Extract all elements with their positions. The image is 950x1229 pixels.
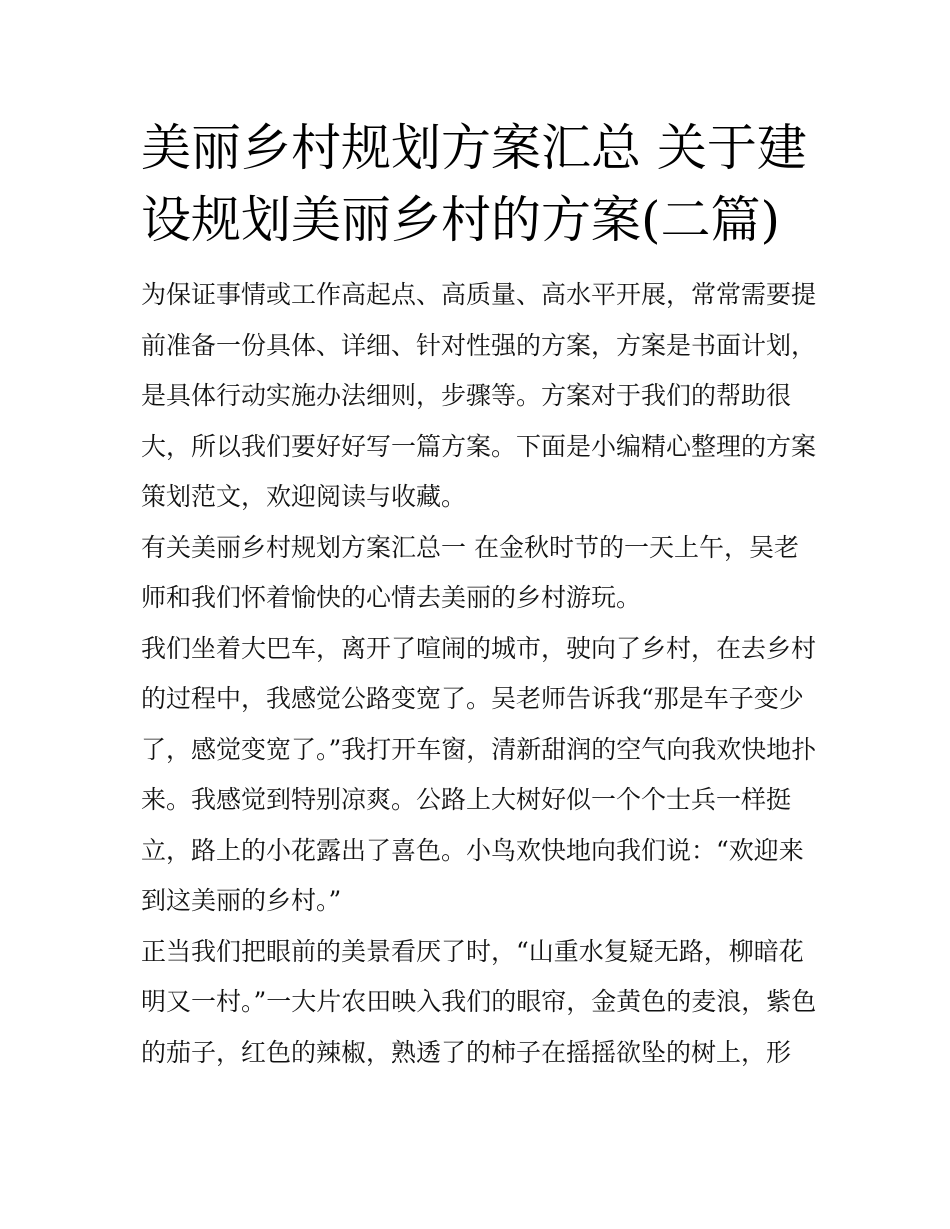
document-content [141, 112, 821, 1078]
paragraph-farmland: 正当我们把眼前的美景看厌了时，“山重水复疑无路，柳暗花明又一村。”一大片农田映入我们的眼帘，金黄色的麦浪，紫色的茄子，红色的辣椒，熟透了的柿子在摇摇欲坠的树上，形 [141, 936, 817, 1067]
document-body [141, 270, 821, 1078]
document-title: 美丽乡村规划方案汇总 关于建设规划美丽乡村的方案(二篇) [141, 119, 807, 249]
paragraph-section-one-opening: 有关美丽乡村规划方案汇总一 在金秋时节的一天上午，吴老师和我们怀着愉快的心情去美丽的乡村游玩。 [141, 532, 799, 612]
paragraph-bus-ride: 我们坐着大巴车，离开了喧闹的城市，驶向了乡村，在去乡村的过程中，我感觉公路变宽了。吴老师告诉我“那是车子变少了，感觉变宽了。”我打开车窗，清新甜润的空气向我欢快地扑来。我感觉到特别凉爽。公路上大树好似一个个士兵一样挺立，路上的小花露出了喜色。小鸟欢快地向我们说：“欢迎来到这美丽的乡村。” [141, 633, 817, 915]
paragraph-intro: 为保证事情或工作高起点、高质量、高水平开展，常常需要提前准备一份具体、详细、针对性强的方案，方案是书面计划，是具体行动实施办法细则，步骤等。方案对于我们的帮助很大，所以我们要好好写一篇方案。下面是小编精心整理的方案策划范文，欢迎阅读与收藏。 [141, 280, 817, 511]
